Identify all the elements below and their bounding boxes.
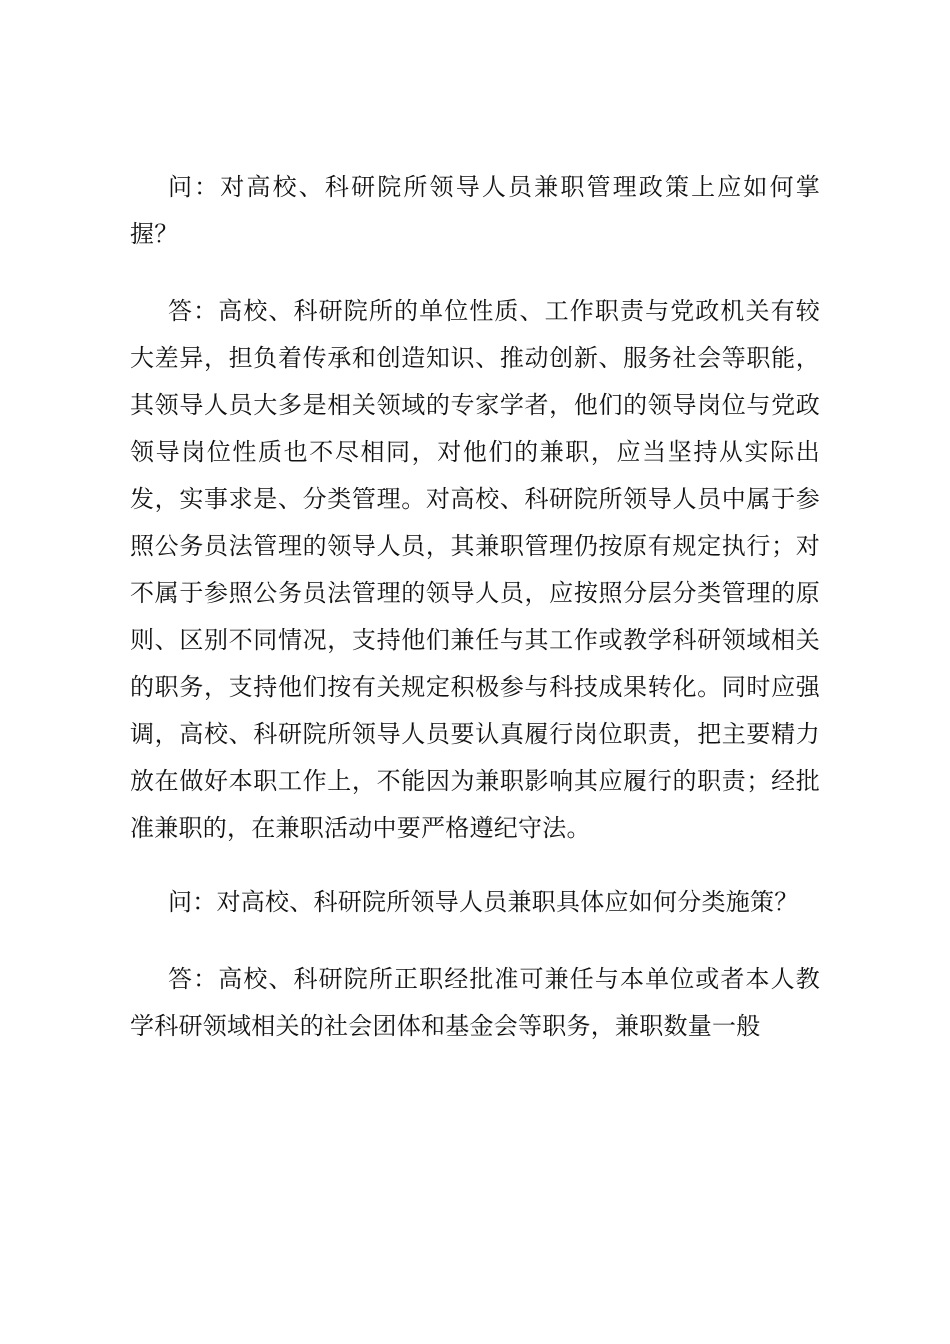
- answer-paragraph: 答：高校、科研院所正职经批准可兼任与本单位或者本人教学科研领域相关的社会团体和基金会等职务，兼职数量一般: [130, 965, 820, 1040]
- answer-paragraph: 答：高校、科研院所的单位性质、工作职责与党政机关有较大差异，担负着传承和创造知识、推动创新、服务社会等职能，其领导人员大多是相关领域的专家学者，他们的领导岗位与党政领导岗位性质也不尽相同，对他们的兼职，应当坚持从实际出发，实事求是、分类管理。对高校、科研院所领导人员中属于参照公务员法管理的领导人员，其兼职管理仍按原有规定执行；对不属于参照公务员法管理的领导人员，应按照分层分类管理的原则、区别不同情况，支持他们兼任与其工作或教学科研领域相关的职务，支持他们按有关规定积极参与科技成果转化。同时应强调，高校、科研院所领导人员要认真履行岗位职责，把主要精力放在做好本职工作上，不能因为兼职影响其应履行的职责；经批准兼职的，在兼职活动中要严格遵纪守法。: [130, 297, 820, 842]
- question-paragraph: 问：对高校、科研院所领导人员兼职具体应如何分类施策？: [168, 888, 799, 916]
- document-body: [130, 164, 820, 1077]
- question-paragraph: 问：对高校、科研院所领导人员兼职管理政策上应如何掌握？: [130, 173, 820, 248]
